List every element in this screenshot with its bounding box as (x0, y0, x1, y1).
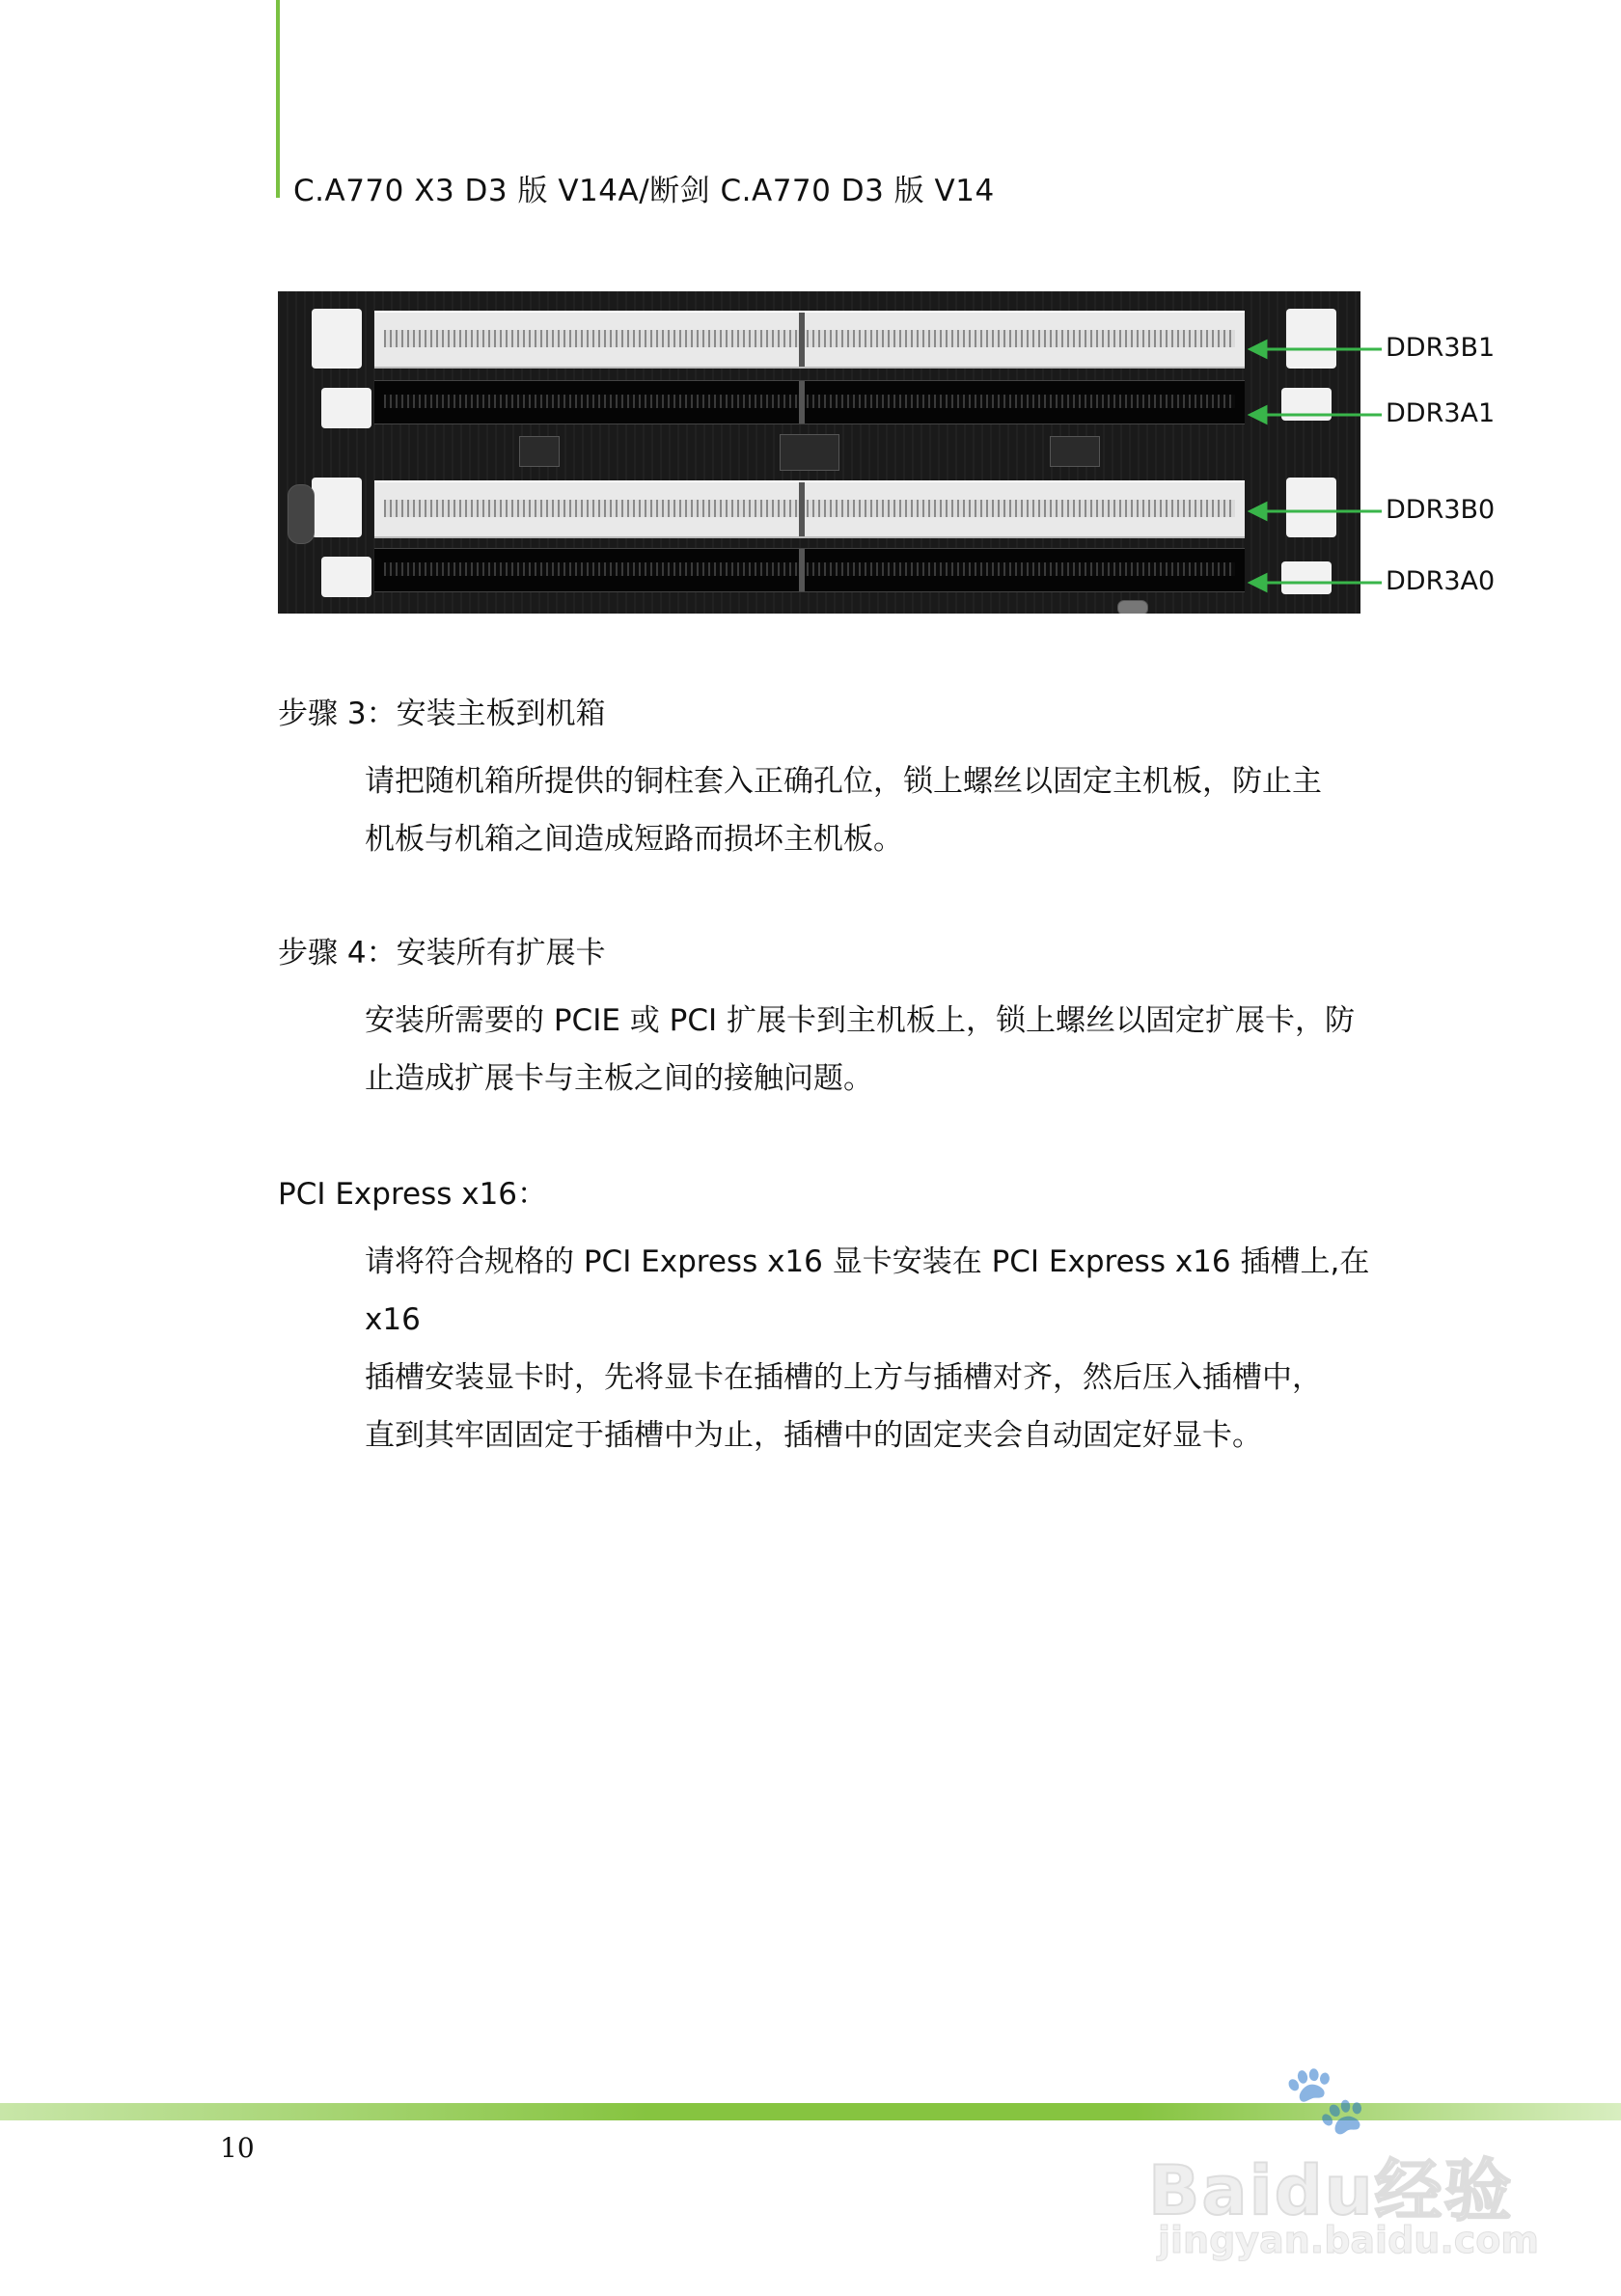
dimm-slot-a0 (374, 548, 1245, 592)
board-chip (780, 434, 839, 471)
latch-left-b0 (312, 478, 362, 537)
header-accent-line (276, 0, 280, 198)
latch-left-a0 (321, 557, 371, 597)
slot-label-ddr3b0: DDR3B0 (1386, 495, 1496, 525)
section-body-step4 (365, 992, 1416, 1107)
latch-left-a1 (321, 388, 371, 428)
baidu-watermark (1148, 2060, 1602, 2272)
dimm-slots-photo (278, 291, 1360, 614)
dimm-slot-b1 (374, 311, 1245, 369)
watermark-url: jingyan.baidu.com (1158, 2219, 1539, 2261)
slot-label-ddr3a0: DDR3A0 (1386, 566, 1496, 596)
latch-right-a1 (1281, 388, 1332, 421)
page-number: 10 (220, 2132, 255, 2164)
section-heading-step3: 步骤 3：安装主板到机箱 (278, 697, 606, 731)
paw-icon: 🐾 (1283, 2060, 1368, 2139)
section-heading-step4: 步骤 4：安装所有扩展卡 (278, 936, 606, 970)
board-chip (1050, 436, 1100, 467)
latch-right-b1 (1286, 309, 1336, 369)
text-line: 机板与机箱之间造成短路而损坏主机板。 (365, 822, 903, 857)
section-body-pcie-x16 (365, 1233, 1416, 1464)
board-chip (519, 436, 560, 467)
page-header-title: C.A770 X3 D3 版 V14A/断剑 C.A770 D3 版 V14 (293, 174, 995, 208)
dimm-slot-a1 (374, 380, 1245, 424)
section-body-step3 (365, 752, 1416, 868)
board-screw (1117, 600, 1148, 614)
text-line: 插槽安装显卡时，先将显卡在插槽的上方与插槽对齐，然后压入插槽中， (365, 1360, 1322, 1395)
latch-left-b1 (312, 309, 362, 369)
text-line: 止造成扩展卡与主板之间的接触问题。 (365, 1061, 873, 1096)
text-line: 请把随机箱所提供的铜柱套入正确孔位，锁上螺丝以固定主机板，防止主 (365, 764, 1322, 799)
slot-label-ddr3a1: DDR3A1 (1386, 398, 1496, 428)
text-line: 安装所需要的 PCIE 或 PCI 扩展卡到主机板上，锁上螺丝以固定扩展卡，防 (365, 1003, 1355, 1038)
text-line: 直到其牢固固定于插槽中为止，插槽中的固定夹会自动固定好显卡。 (365, 1418, 1262, 1453)
watermark-brand: Baidu经验 (1148, 2151, 1514, 2230)
latch-right-b0 (1286, 478, 1336, 537)
dimm-slot-b0 (374, 480, 1245, 538)
section-heading-pcie-x16: PCI Express x16： (278, 1177, 548, 1212)
text-line: 请将符合规格的 PCI Express x16 显卡安装在 PCI Express x16 插槽上,在 x16 (365, 1244, 1370, 1337)
slot-label-ddr3b1: DDR3B1 (1386, 333, 1496, 363)
board-crystal (288, 484, 315, 544)
latch-right-a0 (1281, 561, 1332, 594)
